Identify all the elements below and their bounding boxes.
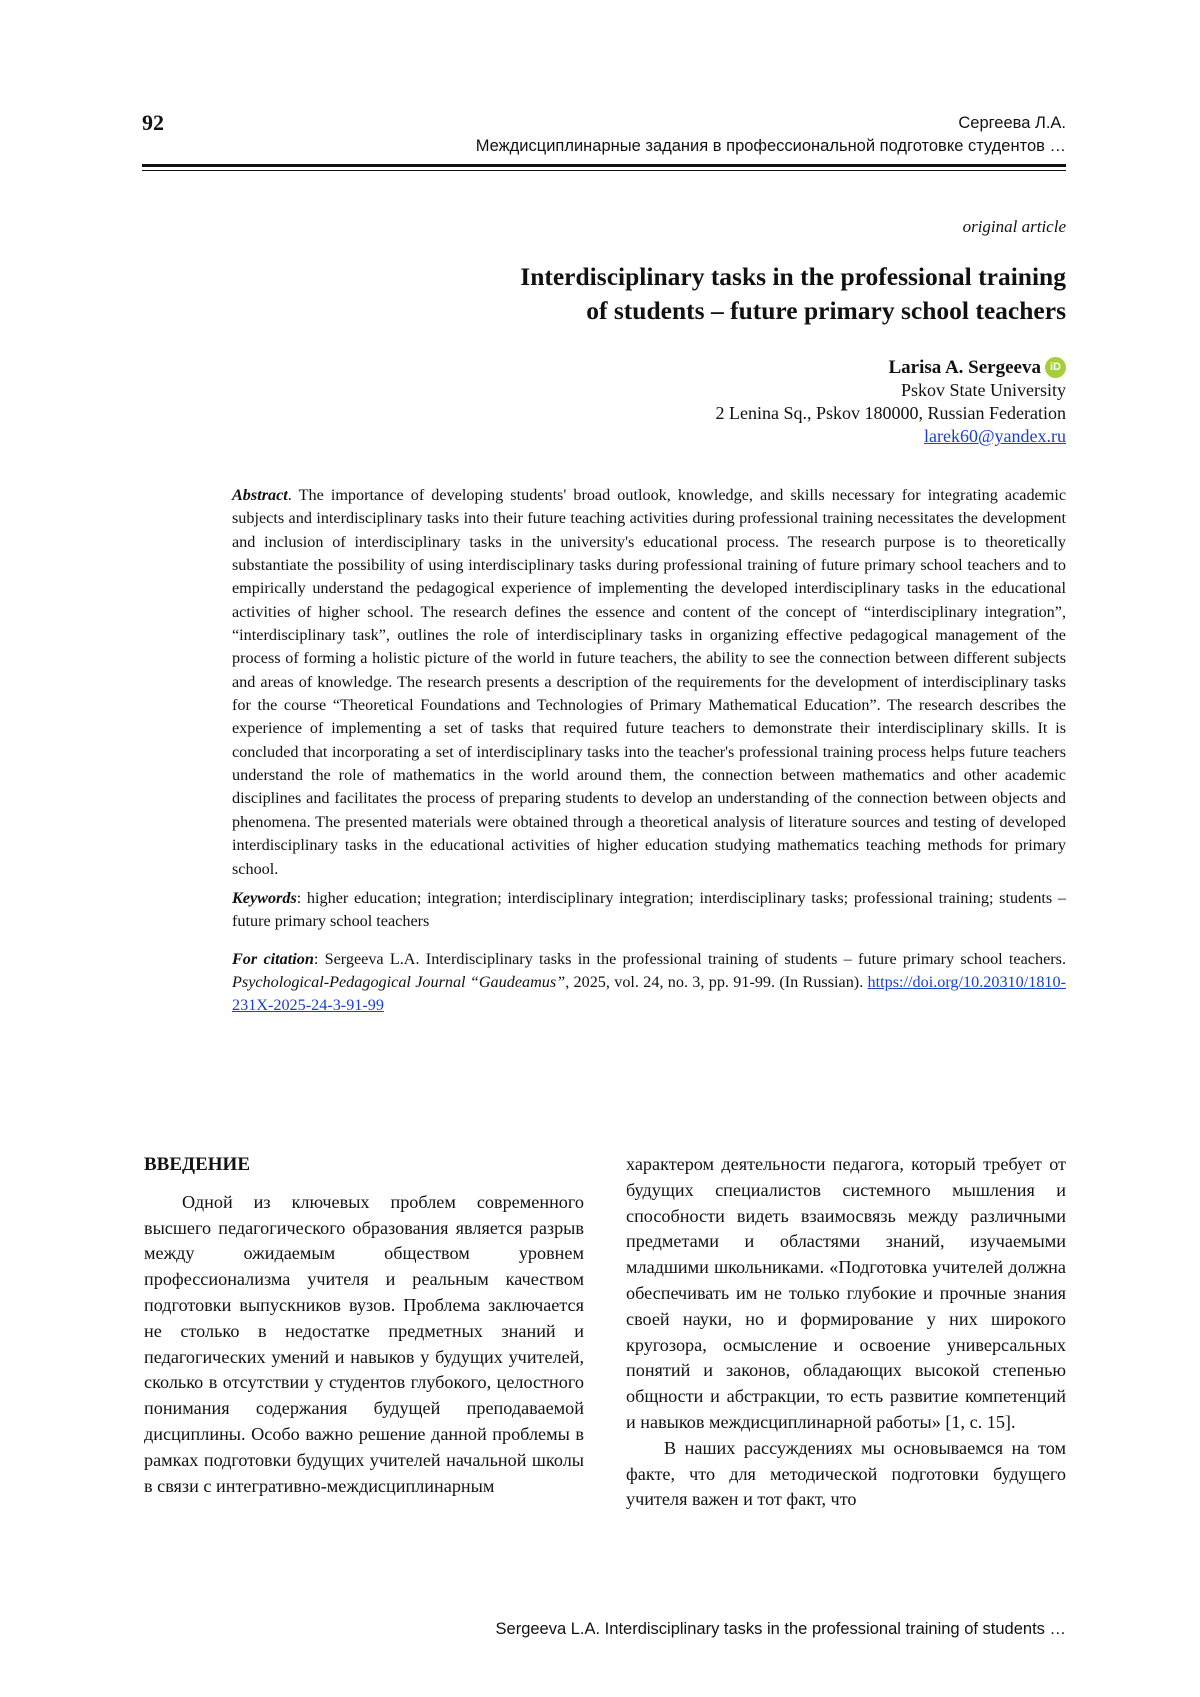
abstract-paragraph	[232, 484, 1066, 881]
keywords-paragraph	[232, 887, 1066, 934]
abstract-text: . The importance of developing students' broad outlook, knowledge, and skills necessary for integrating academic subjects and interdisciplinary tasks into their future teaching activities during professional training necessitates the development and inclusion of interdisciplinary tasks in the university's educational process. The research purpose is to theoretically substantiate the possibility of using interdisciplinary tasks during professional training of future primary school teachers and to empirically understand the pedagogical experience of implementing the developed interdisciplinary tasks in the educational activities of higher school. The research defines the essence and content of the concept of “interdisciplinary integration”, “interdisciplinary task”, outlines the role of interdisciplinary tasks in organizing effective pedagogical management of the process of forming a holistic picture of the world in future teachers, the ability to see the connection between different subjects and areas of knowledge. The research presents a description of the requirements for the development of interdisciplinary tasks for the course “Theoretical Foundations and Technologies of Primary Mathematical Education”. The research describes the experience of implementing a set of tasks that required future teachers to demonstrate their interdisciplinary skills. It is concluded that incorporating a set of interdisciplinary tasks into the teacher's professional training process helps future teachers understand the role of mathematics in the world around them, the connection between mathematics and other academic disciplines and facilitates the process of preparing students to develop an understanding of the connection between objects and phenomena. The presented materials were obtained through a theoretical analysis of literature sources and testing of developed interdisciplinary tasks in the educational activities of higher education studying mathematics teaching methods for primary school.	[232, 486, 1066, 878]
body-paragraph-left: Одной из ключевых проблем современного высшего педагогического образования является разрыв между ожидаемым обществом уровнем профессионализма учителя и реальным качеством подготовки выпускников вузов. Проблема заключается не столько в недостатке предметных знаний и педагогических умений и навыков у будущих учителей, сколько в отсутствии у студентов глубокого, целостного понимания содержания будущей преподаваемой дисциплины. Особо важно решение данной проблемы в рамках подготовки будущих учителей начальной школы в связи с интегративно-междисциплинарным	[144, 1191, 584, 1496]
section-heading: ВВЕДЕНИЕ	[144, 1154, 250, 1175]
article-title	[266, 260, 1066, 328]
author-affiliation: Pskov State University	[901, 380, 1066, 400]
orcid-icon[interactable]: iD	[1045, 357, 1066, 378]
header-rule-thick	[142, 164, 1066, 167]
running-header-title: Междисциплинарные задания в профессиональной подготовке студентов …	[475, 137, 1066, 155]
author-block	[716, 356, 1066, 448]
keywords-text: : higher education; integration; interdisciplinary integration; interdisciplinary tasks; professional training; students – future primary school teachers	[232, 888, 1066, 931]
body-paragraph-right-1: характером деятельности педагога, который требует от будущих специалистов системного мышления и способности видеть взаимосвязь между различными предметами и областями знаний, изучаемыми младшими школьниками. «Подготовка учителей должна обеспечивать им не только глубокие и прочные знания своей науки, но и формирование у них широкого кругозора, осмысление и освоение универсальных понятий и законов, обладающих высокой степенью общности и абстракции, то есть развитие компетенций и навыков междисциплинарной работы» [1, с. 15].	[626, 1154, 1066, 1432]
citation-journal: Psychological-Pedagogical Journal “Gaudeamus”	[232, 972, 566, 991]
citation-doi-link[interactable]: https://doi.org/10.20310/1810-231X-2025-24-3-91-99	[232, 972, 1066, 1015]
body-column-right	[626, 1152, 1066, 1513]
running-header-author: Сергеева Л.А.	[958, 114, 1066, 132]
keywords-label: Keywords	[232, 888, 297, 907]
abstract-label: Abstract	[232, 486, 288, 504]
citation-label: For citation	[232, 949, 314, 968]
page-number: 92	[142, 110, 164, 135]
article-title-line-1: Interdisciplinary tasks in the professional training	[520, 262, 1066, 291]
body-paragraph-right-2: В наших рассуждениях мы основываемся на том факте, что для методической подготовки будущего учителя важен и тот факт, что	[626, 1437, 1066, 1510]
article-type: original article	[962, 217, 1066, 236]
author-address: 2 Lenina Sq., Pskov 180000, Russian Federation	[715, 403, 1066, 423]
citation-details: , 2025, vol. 24, no. 3, pp. 91-99. (In Russian).	[565, 972, 868, 991]
article-title-line-2: of students – future primary school teachers	[586, 296, 1066, 325]
citation-paragraph	[232, 948, 1066, 1018]
author-email-link[interactable]: larek60@yandex.ru	[923, 426, 1066, 446]
author-name: Larisa A. Sergeeva	[888, 357, 1041, 378]
header-rule-thin	[142, 170, 1066, 171]
running-footer: Sergeeva L.A. Interdisciplinary tasks in the professional training of students …	[495, 1620, 1066, 1638]
citation-text: : Sergeeva L.A. Interdisciplinary tasks in the professional training of students – future primary school teachers.	[313, 949, 1067, 968]
abstract-block	[232, 484, 1066, 1018]
running-header	[476, 112, 1066, 158]
body-column-left	[144, 1152, 584, 1499]
